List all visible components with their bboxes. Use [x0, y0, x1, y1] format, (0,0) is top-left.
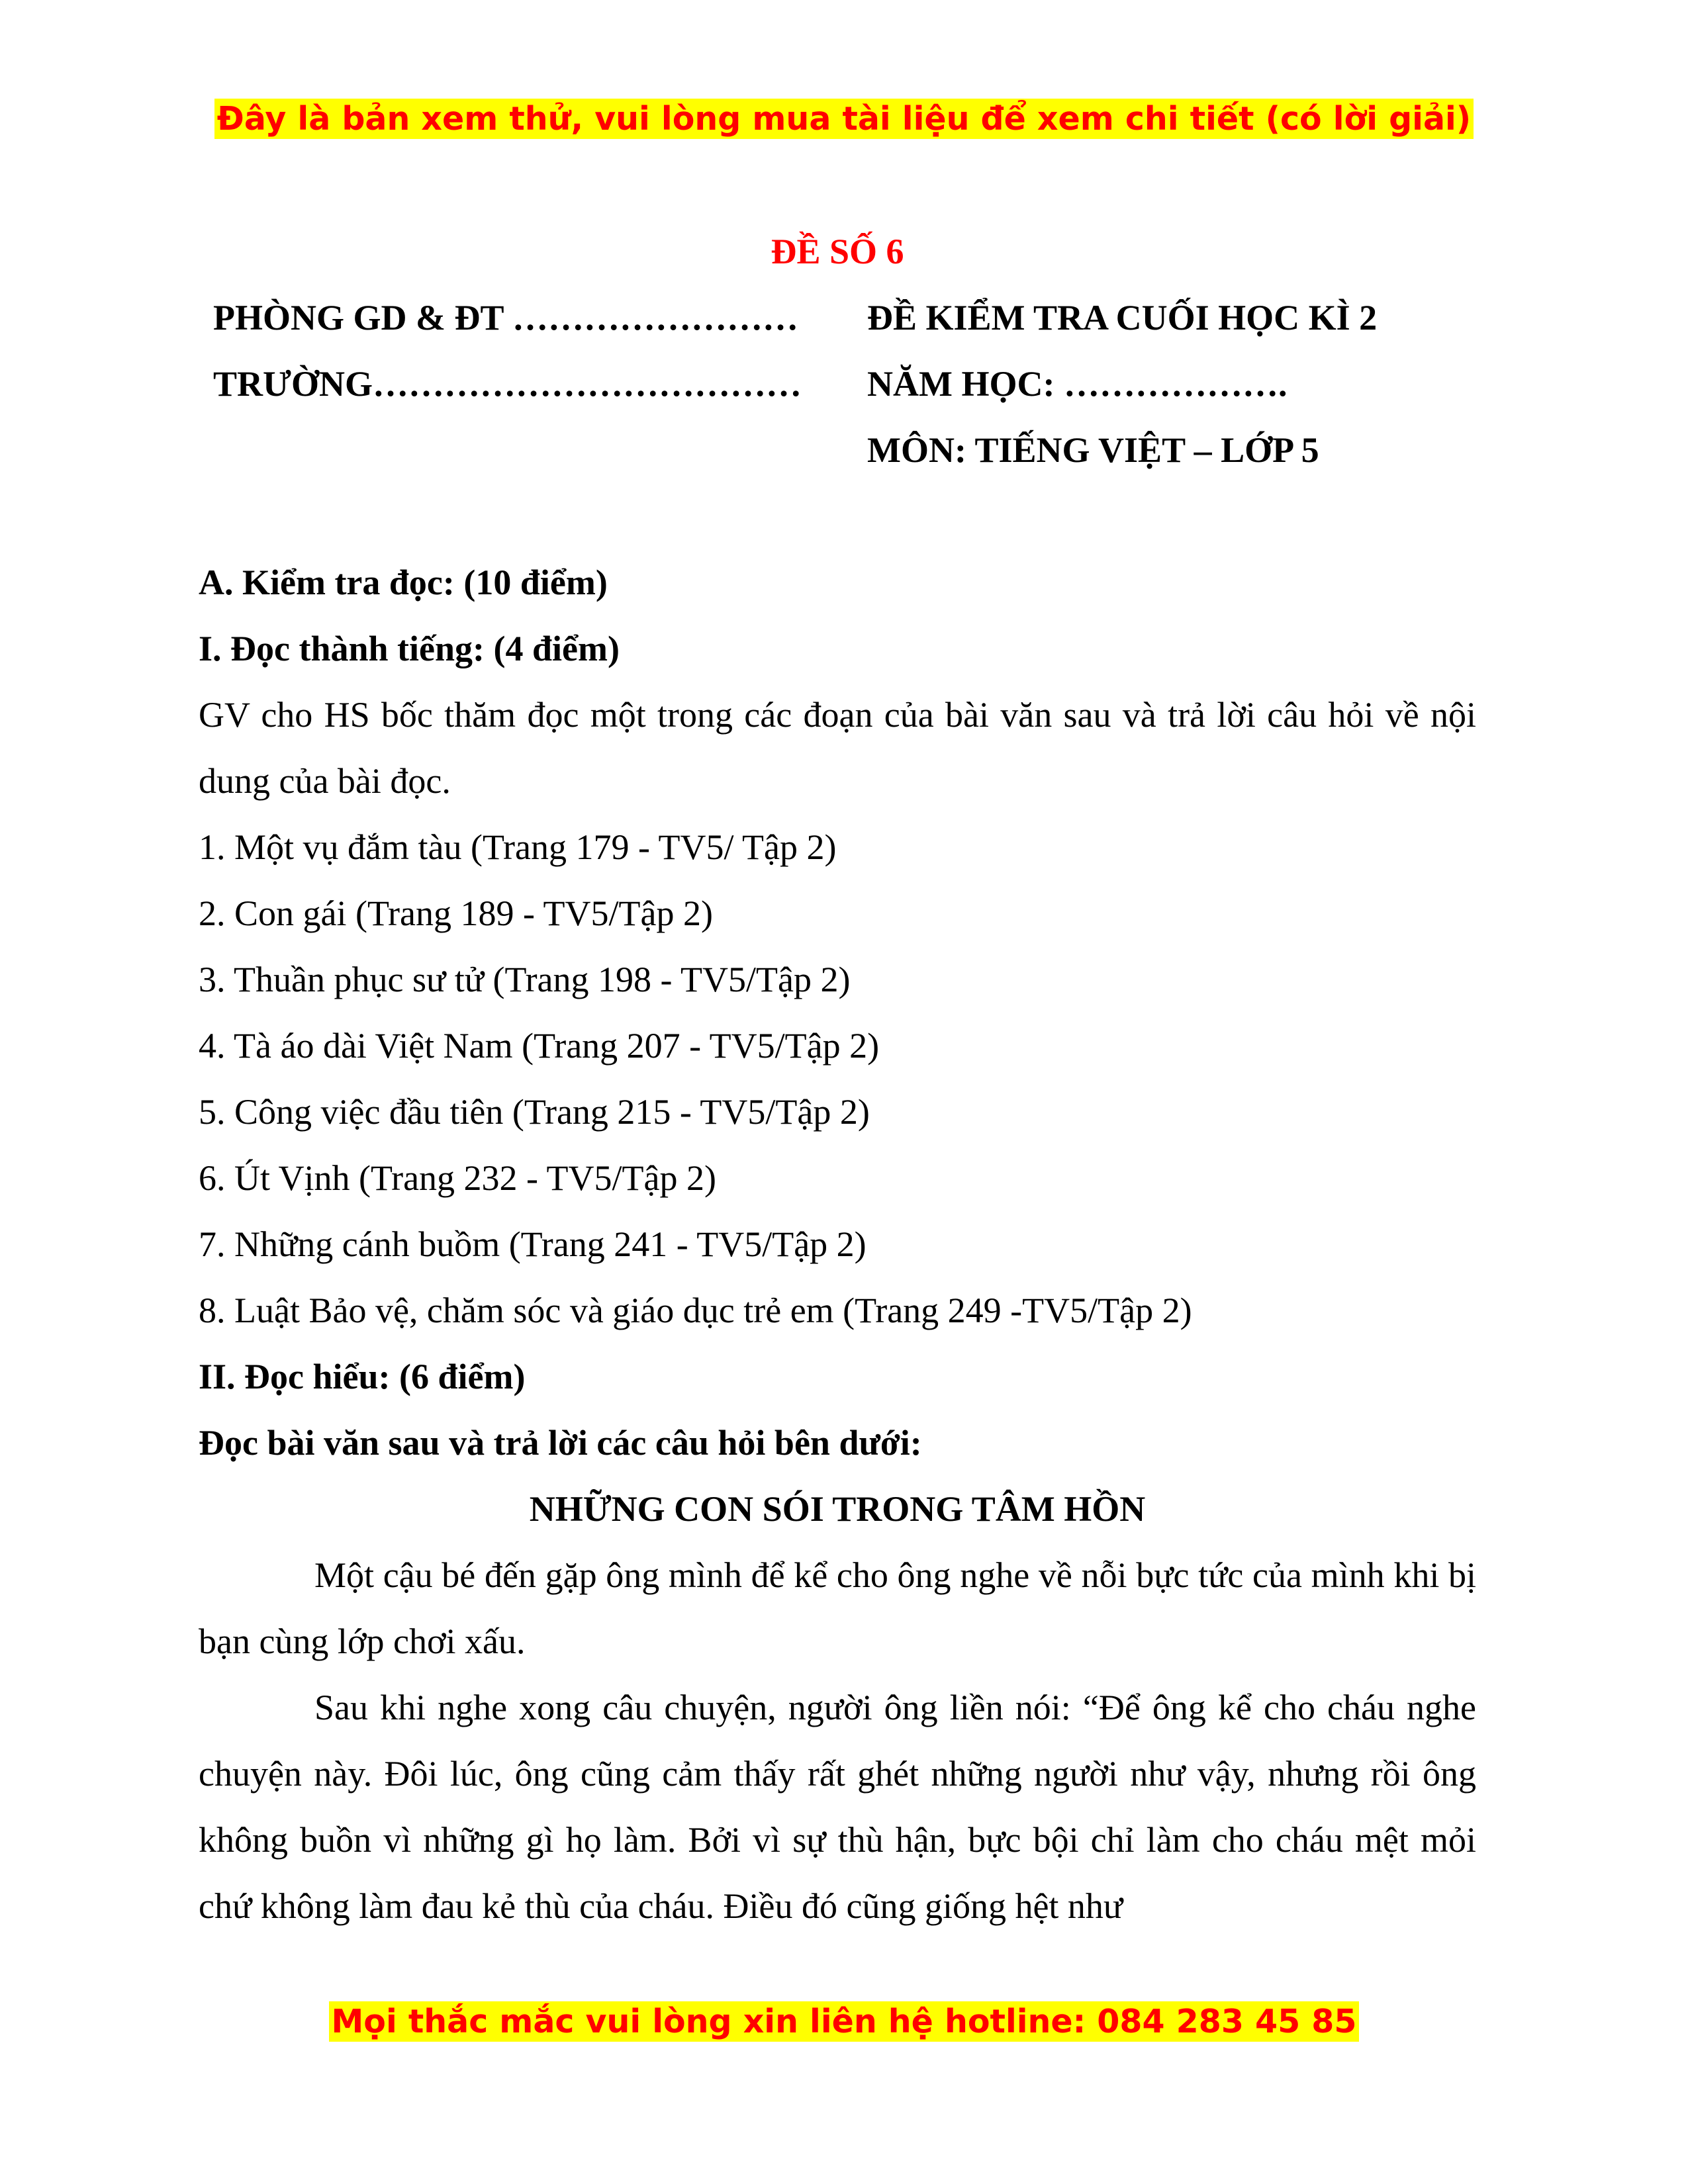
school-year-line: NĂM HỌC: ………………. — [867, 364, 1288, 404]
reading-list-item: 2. Con gái (Trang 189 - TV5/Tập 2) — [199, 893, 713, 933]
reading-list-item: 3. Thuần phục sư tử (Trang 198 - TV5/Tập 2) — [199, 960, 851, 999]
reading-list-item: 1. Một vụ đắm tàu (Trang 179 - TV5/ Tập 2) — [199, 827, 837, 867]
subject-line: MÔN: TIẾNG VIỆT – LỚP 5 — [867, 430, 1319, 470]
hotline-text: Mọi thắc mắc vui lòng xin liên hệ hotline: 084 283 45 85 — [329, 2001, 1360, 2042]
header-right — [867, 285, 1476, 483]
spacer — [199, 483, 1476, 549]
section-a-heading: A. Kiểm tra đọc: (10 điểm) — [199, 563, 608, 602]
story-title: NHỮNG CON SÓI TRONG TÂM HỒN — [529, 1489, 1146, 1529]
school-line: TRƯỜNG……………………………… — [213, 364, 802, 404]
story-paragraph: Một cậu bé đến gặp ông mình để kể cho ông nghe về nỗi bực tức của mình khi bị bạn cùng lớp chơi xấu. — [199, 1555, 1476, 1661]
hotline-banner — [0, 1999, 1688, 2045]
exam-title-line: ĐỀ KIỂM TRA CUỐI HỌC KÌ 2 — [867, 298, 1378, 338]
reading-list-item: 5. Công việc đầu tiên (Trang 215 - TV5/Tập 2) — [199, 1092, 870, 1132]
reading-list-item: 7. Những cánh buồm (Trang 241 - TV5/Tập 2) — [199, 1224, 867, 1264]
header-left — [199, 285, 867, 483]
reading-list-item: 8. Luật Bảo vệ, chăm sóc và giáo dục trẻ em (Trang 249 -TV5/Tập 2) — [199, 1291, 1192, 1330]
reading-list-item: 4. Tà áo dài Việt Nam (Trang 207 - TV5/Tập 2) — [199, 1026, 880, 1066]
preview-notice-text: Đây là bản xem thử, vui lòng mua tài liệu để xem chi tiết (có lời giải) — [214, 99, 1474, 139]
reading-instructions: GV cho HS bốc thăm đọc một trong các đoạn của bài văn sau và trả lời câu hỏi về nội dung của bài đọc. — [199, 695, 1476, 801]
section-ii-instruction: Đọc bài văn sau và trả lời các câu hỏi bên dưới: — [199, 1423, 922, 1463]
section-ii-heading: II. Đọc hiểu: (6 điểm) — [199, 1357, 526, 1396]
story-paragraph: Sau khi nghe xong câu chuyện, người ông liền nói: “Để ông kể cho cháu nghe chuyện này. Đôi lúc, ông cũng cảm thấy rất ghét những người như vậy, nhưng rồi ông không buồn vì những gì họ làm. Bởi vì sự thù hận, bực bội chỉ làm cho cháu mệt mỏi chứ không làm đau kẻ thù của cháu. Điều đó cũng giống hệt như — [199, 1688, 1476, 1926]
preview-notice-banner — [0, 96, 1688, 142]
education-office-line: PHÒNG GD & ĐT …………………… — [213, 298, 799, 338]
exam-header — [199, 285, 1476, 483]
reading-list-item: 6. Út Vịnh (Trang 232 - TV5/Tập 2) — [199, 1158, 716, 1198]
section-i-heading: I. Đọc thành tiếng: (4 điểm) — [199, 629, 620, 668]
exam-document — [199, 218, 1476, 1939]
exam-number-title: ĐỀ SỐ 6 — [771, 232, 904, 271]
